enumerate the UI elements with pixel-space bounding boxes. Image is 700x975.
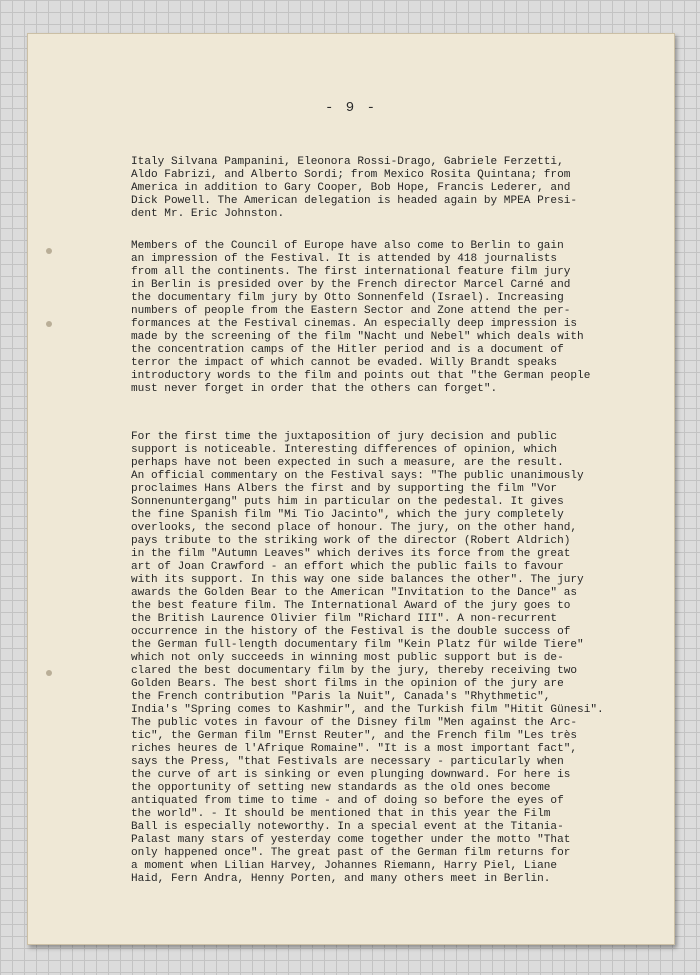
text-line: Haid, Fern Andra, Henny Porten, and many others meet in Berlin. (131, 873, 551, 885)
text-line: in Berlin is presided over by the French director Marcel Carné and (131, 279, 571, 291)
text-line: the best feature film. The International Award of the jury goes to (131, 600, 571, 612)
text-line: with its support. In this way one side balances the other". The jury (131, 574, 584, 586)
text-line: the French contribution "Paris la Nuit", Canada's "Rhythmetic", (131, 691, 551, 703)
text-line: the documentary film jury by Otto Sonnenfeld (Israel). Increasing (131, 292, 564, 304)
text-line: the concentration camps of the Hitler period and is a document of (131, 344, 564, 356)
text-line: which not only succeeds in winning most public support but is de- (131, 652, 564, 664)
text-line: dent Mr. Eric Johnston. (131, 208, 285, 220)
text-line: introductory words to the film and points out that "the German people (131, 370, 591, 382)
text-line: in the film "Autumn Leaves" which derives its force from the great (131, 548, 571, 560)
text-line: the British Laurence Olivier film "Richard III". A non-recurrent (131, 613, 558, 625)
text-line: says the Press, "that Festivals are necessary - particularly when (131, 756, 564, 768)
text-line: Aldo Fabrizi, and Alberto Sordi; from Mexico Rosita Quintana; from (131, 169, 571, 181)
text-line: India's "Spring comes to Kashmir", and the Turkish film "Hitit Günesi". (131, 704, 604, 716)
text-line: must never forget in order that the others can forget". (131, 383, 498, 395)
text-line: Sonnenuntergang" puts him in particular on the pedestal. It gives (131, 496, 564, 508)
text-line: Golden Bears. The best short films in the opinion of the jury are (131, 678, 564, 690)
text-line: a moment when Lilian Harvey, Johannes Riemann, Harry Piel, Liane (131, 860, 558, 872)
text-line: perhaps have not been expected in such a measure, are the result. (131, 457, 564, 469)
punch-hole-mark (46, 670, 52, 676)
text-line: pays tribute to the striking work of the director (Robert Aldrich) (131, 535, 571, 547)
document-page (27, 33, 675, 945)
text-line: An official commentary on the Festival says: "The public unanimously (131, 470, 584, 482)
text-line: Members of the Council of Europe have also come to Berlin to gain (131, 240, 564, 252)
text-line: awards the Golden Bear to the American "Invitation to the Dance" as (131, 587, 578, 599)
text-line: formances at the Festival cinemas. An especially deep impression is (131, 318, 578, 330)
text-line: America in addition to Gary Cooper, Bob Hope, Francis Lederer, and (131, 182, 571, 194)
punch-hole-mark (46, 321, 52, 327)
text-line: art of Joan Crawford - an effort which the public fails to favour (131, 561, 564, 573)
text-line: Dick Powell. The American delegation is headed again by MPEA Presi- (131, 195, 578, 207)
text-line: numbers of people from the Eastern Sector and Zone attend the per- (131, 305, 571, 317)
text-line: proclaimes Hans Albers the first and by supporting the film "Vor (131, 483, 558, 495)
page-number: - 9 - (324, 100, 377, 116)
text-line: terror the impact of which cannot be evaded. Willy Brandt speaks (131, 357, 558, 369)
text-line: the curve of art is sinking or even plunging downward. For here is (131, 769, 571, 781)
text-line: clared the best documentary film by the jury, thereby receiving two (131, 665, 578, 677)
text-line: riches heures de l'Afrique Romaine". "It is a most important fact", (131, 743, 578, 755)
text-line: made by the screening of the film "Nacht und Nebel" which deals with (131, 331, 584, 343)
text-line: The public votes in favour of the Disney film "Men against the Arc- (131, 717, 578, 729)
text-line: only happened once". The great past of the German film returns for (131, 847, 571, 859)
text-line: Palast many stars of yesterday come together under the motto "That (131, 834, 571, 846)
text-line: the world". - It should be mentioned that in this year the Film (131, 808, 551, 820)
text-line: an impression of the Festival. It is attended by 418 journalists (131, 253, 558, 265)
text-line: support is noticeable. Interesting differences of opinion, which (131, 444, 558, 456)
text-line: from all the continents. The first international feature film jury (131, 266, 571, 278)
text-line: antiquated from time to time - and of doing so before the eyes of (131, 795, 564, 807)
text-line: tic", the German film "Ernst Reuter", and the French film "Les très (131, 730, 578, 742)
text-line: the German full-length documentary film "Kein Platz für wilde Tiere" (131, 639, 584, 651)
text-line: the opportunity of setting new standards as the old ones become (131, 782, 551, 794)
punch-hole-mark (46, 248, 52, 254)
text-line: overlooks, the second place of honour. The jury, on the other hand, (131, 522, 578, 534)
text-line: occurrence in the history of the Festival is the double success of (131, 626, 571, 638)
text-line: For the first time the juxtaposition of jury decision and public (131, 431, 558, 443)
text-line: Italy Silvana Pampanini, Eleonora Rossi-Drago, Gabriele Ferzetti, (131, 156, 564, 168)
text-line: Ball is especially noteworthy. In a special event at the Titania- (131, 821, 564, 833)
text-line: the fine Spanish film "Mi Tio Jacinto", which the jury completely (131, 509, 564, 521)
